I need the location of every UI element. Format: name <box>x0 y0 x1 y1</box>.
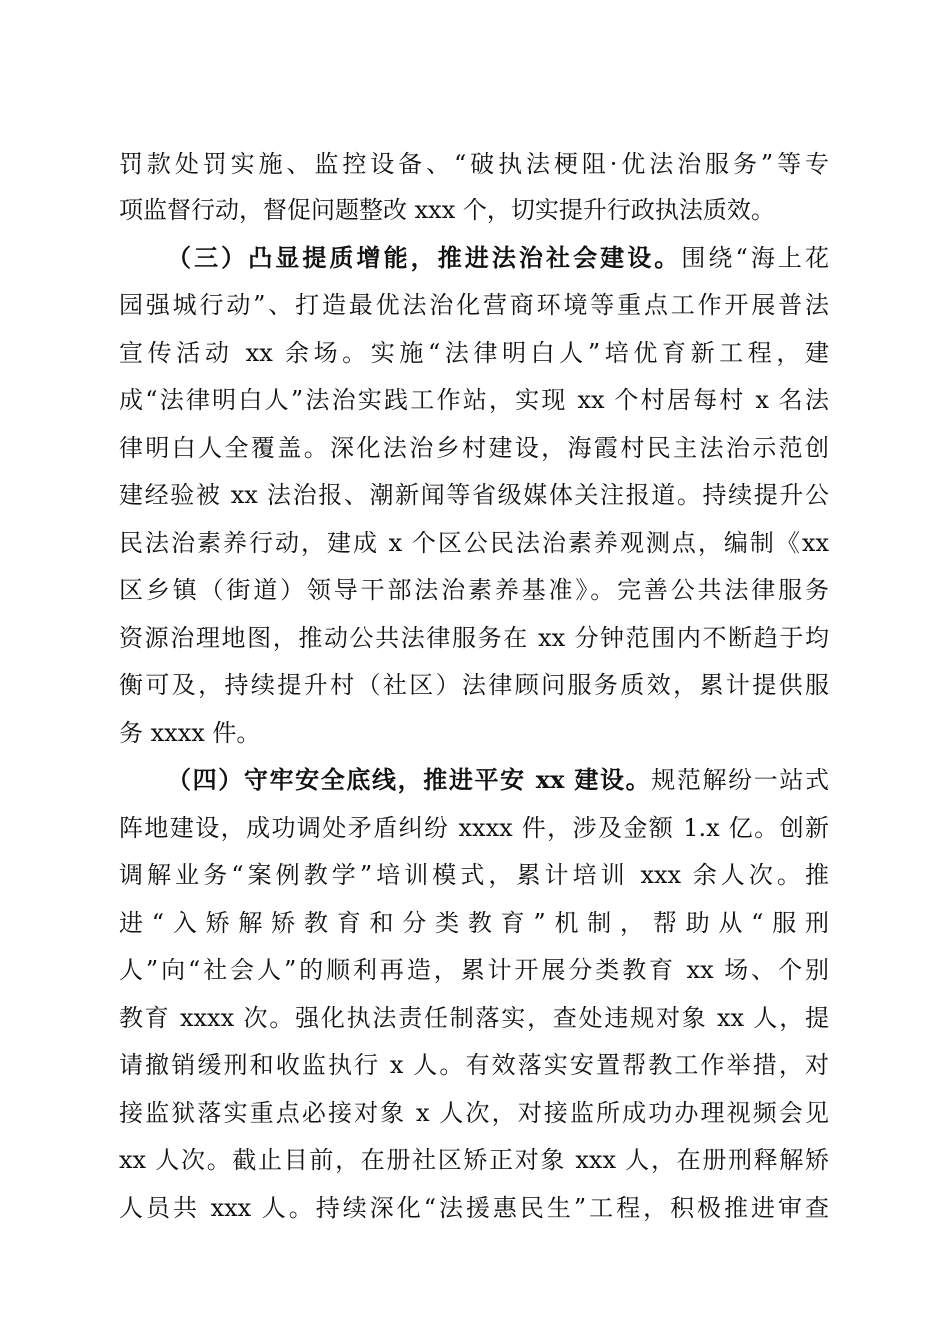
paragraph-1-line-1: 罚款处罚实施、监控设备、“破执法梗阻·优法治服务”等专 <box>119 150 829 178</box>
paragraph-3-line-3: 调解业务“案例教学”培训模式，累计培训 xxx 余人次。推 <box>119 861 829 889</box>
paragraph-3-line-1-text: 规范解纷一站式 <box>651 766 830 794</box>
paragraph-2-line-9: 资源治理地图，推动公共法律服务在 xx 分钟范围内不断趋于均 <box>119 624 829 652</box>
paragraph-2-line-4: 成“法律明白人”法治实践工作站，实现 xx 个村居每村 x 名法 <box>119 386 829 414</box>
paragraph-2-line-1-text: 围绕“海上花 <box>681 244 829 272</box>
paragraph-2-line-10: 衡可及，持续提升村（社区）法律顾问服务质效，累计提供服 <box>119 671 829 699</box>
paragraph-3-line-5: 人”向“社会人”的顺利再造，累计开展分类教育 xx 场、个别 <box>119 956 829 984</box>
paragraph-3-line-8: 接监狱落实重点必接对象 x 人次，对接监所成功办理视频会见 <box>119 1099 829 1127</box>
section-heading-3: （三）凸显提质增能，推进法治社会建设。 <box>167 243 682 272</box>
paragraph-2-line-11: 务 xxxx 件。 <box>119 719 261 747</box>
paragraph-2-line-6: 建经验被 xx 法治报、潮新闻等省级媒体关注报道。持续提升公 <box>119 481 829 509</box>
paragraph-3-line-6: 教育 xxxx 次。强化执法责任制落实，查处违规对象 xx 人，提 <box>119 1004 829 1032</box>
paragraph-3-line-9: xx 人次。截止目前，在册社区矫正对象 xxx 人，在册刑释解矫 <box>119 1146 829 1174</box>
paragraph-3-line-4: 进“入矫解矫教育和分类教育”机制，帮助从“服刑 <box>119 909 829 937</box>
paragraph-2-line-1 <box>167 238 829 278</box>
paragraph-3-line-10: 人员共 xxx 人。持续深化“法援惠民生”工程，积极推进审查 <box>119 1194 829 1222</box>
paragraph-2-line-2: 园强城行动”、打造最优法治化营商环境等重点工作开展普法 <box>119 291 829 319</box>
paragraph-3-line-2: 阵地建设，成功调处矛盾纠纷 xxxx 件，涉及金额 1.x 亿。创新 <box>119 814 829 842</box>
paragraph-1-line-2: 项监督行动，督促问题整改 xxx 个，切实提升行政执法质效。 <box>119 196 775 224</box>
paragraph-2-line-7: 民法治素养行动，建成 x 个区公民法治素养观测点，编制《xx <box>119 529 829 557</box>
paragraph-2-line-5: 律明白人全覆盖。深化法治乡村建设，海霞村民主法治示范创 <box>119 434 829 462</box>
section-heading-4: （四）守牢安全底线，推进平安 xx 建设。 <box>167 765 652 794</box>
paragraph-3-line-7: 请撤销缓刑和收监执行 x 人。有效落实安置帮教工作举措，对 <box>119 1051 829 1079</box>
paragraph-3-line-1 <box>167 760 829 800</box>
paragraph-2-line-8: 区乡镇（街道）领导干部法治素养基准》。完善公共法律服务 <box>119 576 829 604</box>
paragraph-2-line-3: 宣传活动 xx 余场。实施“法律明白人”培优育新工程，建 <box>119 339 829 367</box>
